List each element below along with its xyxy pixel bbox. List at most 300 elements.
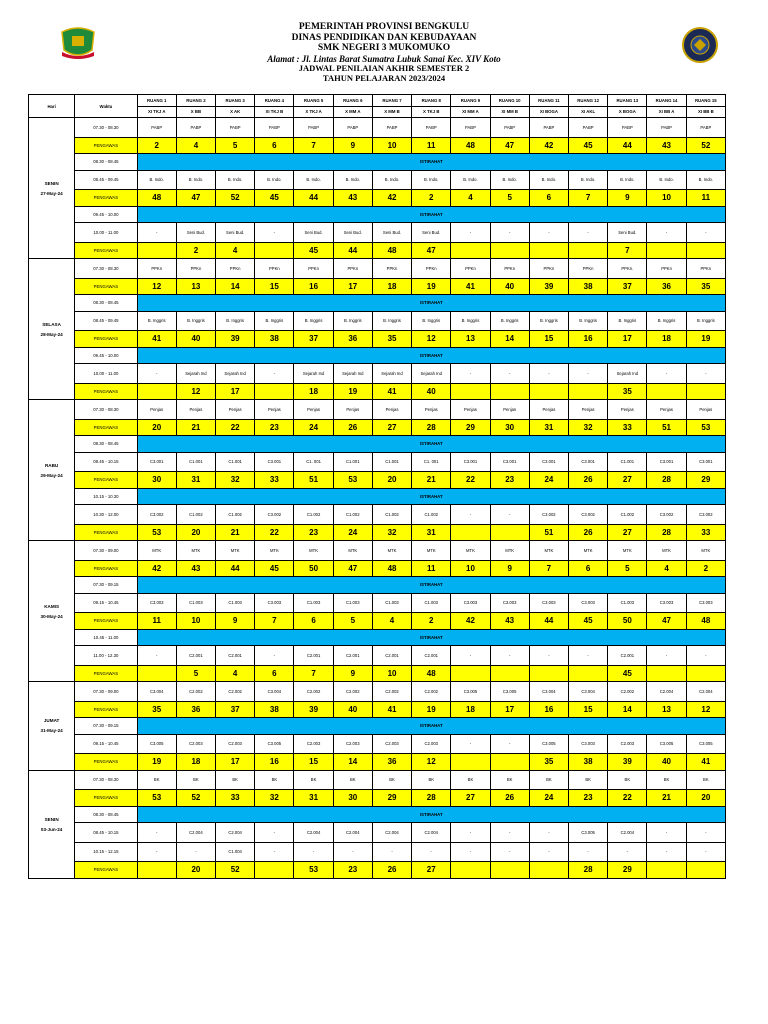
school-emblem-icon [681, 26, 719, 64]
subject-cell: PPKn. [608, 259, 647, 279]
subject-cell: C3.001 [255, 452, 294, 472]
supervisor-cell: 23 [255, 419, 294, 436]
subject-cell: Penjas [647, 400, 686, 420]
break-cell: ISTIRAHAT [137, 718, 725, 735]
supervisor-cell: 28 [412, 790, 451, 807]
subject-cell: PPKn [176, 259, 215, 279]
supervisor-cell: 44 [294, 190, 333, 207]
supervisor-cell: 47 [333, 560, 372, 577]
subject-cell: - [294, 842, 333, 862]
subject-cell: B. Inggris [372, 311, 411, 331]
subject-cell: Penjas [294, 400, 333, 420]
subject-cell: BK [451, 770, 490, 790]
subject-cell: C2.003 [216, 734, 255, 754]
subject-cell: C2.003 [412, 734, 451, 754]
subject-cell: C3.004 [569, 682, 608, 702]
waktu-header: Waktu [75, 95, 137, 118]
supervisor-cell: 12 [412, 754, 451, 771]
supervisor-cell: 30 [137, 472, 176, 489]
supervisor-cell: 20 [176, 524, 215, 541]
subject-cell: C1.001 [176, 452, 215, 472]
supervisor-cell [451, 383, 490, 400]
break-row [29, 806, 726, 823]
subject-cell: C3.002 [569, 505, 608, 525]
supervisor-cell: 35 [686, 278, 725, 295]
supervisor-row [29, 524, 726, 541]
subject-cell: C3.001 [686, 452, 725, 472]
supervisor-cell: 5 [333, 613, 372, 630]
subject-cell: - [529, 364, 568, 384]
subject-cell: C3.005 [529, 734, 568, 754]
supervisor-cell: 48 [137, 190, 176, 207]
supervisor-row [29, 754, 726, 771]
supervisor-cell: 2 [137, 137, 176, 154]
supervisor-cell: 17 [333, 278, 372, 295]
supervisor-cell: 22 [255, 524, 294, 541]
supervisor-cell: 31 [529, 419, 568, 436]
subject-cell: C2.004 [333, 823, 372, 843]
room-header: RUANG 13 [608, 95, 647, 107]
exam-schedule-table [28, 94, 726, 879]
time-cell: 08.30 - 08.45 [75, 436, 137, 453]
header-line-2: DINAS PENDIDIKAN DAN KEBUDAYAAN [291, 32, 477, 43]
subject-cell: Penjas [412, 400, 451, 420]
time-cell: PENGAWAS [75, 560, 137, 577]
header-line-1: PEMERINTAH PROVINSI BENGKULU [298, 22, 470, 32]
break-row [29, 295, 726, 312]
supervisor-cell [569, 383, 608, 400]
subject-cell: MTK [216, 541, 255, 561]
subject-cell: C2.003 [372, 734, 411, 754]
subject-cell: C3.002 [255, 505, 294, 525]
supervisor-cell: 33 [255, 472, 294, 489]
supervisor-cell [451, 242, 490, 259]
subject-cell: C2.002 [216, 682, 255, 702]
supervisor-cell: 50 [294, 560, 333, 577]
subject-cell: BK [176, 770, 215, 790]
supervisor-cell [490, 862, 529, 879]
supervisor-row [29, 242, 726, 259]
subject-cell: C1.003 [333, 593, 372, 613]
subject-cell: C1.002 [176, 505, 215, 525]
supervisor-cell: 18 [176, 754, 215, 771]
supervisor-cell: 14 [216, 278, 255, 295]
supervisor-cell: 51 [529, 524, 568, 541]
supervisor-cell: 41 [686, 754, 725, 771]
supervisor-cell: 27 [608, 524, 647, 541]
subject-cell: MTK [490, 541, 529, 561]
subject-cell: C1.002 [608, 505, 647, 525]
subject-cell: PPKn [294, 259, 333, 279]
time-cell: PENGAWAS [75, 524, 137, 541]
supervisor-cell [137, 665, 176, 682]
supervisor-cell [647, 862, 686, 879]
subject-cell: Seni Bud. [608, 223, 647, 243]
subject-row [29, 259, 726, 279]
room-header: RUANG 2 [176, 95, 215, 107]
supervisor-cell: 36 [372, 754, 411, 771]
supervisor-cell: 44 [608, 137, 647, 154]
supervisor-cell: 24 [529, 790, 568, 807]
subject-cell: C2.004 [647, 682, 686, 702]
supervisor-cell: 38 [255, 701, 294, 718]
subject-row [29, 364, 726, 384]
subject-cell: MTK [647, 541, 686, 561]
supervisor-cell: 44 [333, 242, 372, 259]
supervisor-cell: 36 [333, 331, 372, 348]
subject-cell: C1.001 [333, 452, 372, 472]
day-name: RABU [44, 462, 59, 468]
subject-cell: Penjas [569, 400, 608, 420]
supervisor-row [29, 190, 726, 207]
time-cell: 08.45 - 09.45 [75, 311, 137, 331]
header-address: Alamat : Jl. Lintas Barat Sumatra Lubuk Sanai Kec. XIV Koto [267, 53, 501, 64]
supervisor-cell: 40 [333, 701, 372, 718]
subject-cell: C2.004 [372, 823, 411, 843]
subject-cell: Penjas [255, 400, 294, 420]
supervisor-cell: 7 [294, 665, 333, 682]
class-header: X AK [216, 106, 255, 118]
subject-cell: B. Inggris [686, 311, 725, 331]
break-cell: ISTIRAHAT [137, 577, 725, 594]
subject-cell: - [490, 223, 529, 243]
subject-cell: C3.005 [490, 682, 529, 702]
supervisor-cell: 4 [216, 665, 255, 682]
supervisor-cell: 19 [412, 278, 451, 295]
supervisor-cell: 28 [412, 419, 451, 436]
subject-cell: - [451, 505, 490, 525]
subject-cell: B. Indo. [294, 170, 333, 190]
supervisor-cell: 31 [412, 524, 451, 541]
subject-cell: Penjas [372, 400, 411, 420]
subject-cell: C3.003 [451, 593, 490, 613]
supervisor-cell: 40 [412, 383, 451, 400]
subject-cell: C2.004 [176, 823, 215, 843]
subject-cell: - [647, 823, 686, 843]
supervisor-cell: 18 [647, 331, 686, 348]
time-cell: 08.45 - 10.15 [75, 452, 137, 472]
subject-cell: B. Indo. [137, 170, 176, 190]
supervisor-cell: 37 [294, 331, 333, 348]
day-name: SELASA [42, 321, 61, 327]
supervisor-cell: 35 [137, 701, 176, 718]
day-cell [29, 400, 75, 541]
subject-cell: - [608, 842, 647, 862]
subject-cell: C1.001 [608, 452, 647, 472]
supervisor-cell: 38 [255, 331, 294, 348]
supervisor-cell: 42 [529, 137, 568, 154]
subject-cell: C1.002 [372, 505, 411, 525]
subject-cell: C3.003 [569, 593, 608, 613]
supervisor-cell: 7 [294, 137, 333, 154]
subject-row [29, 842, 726, 862]
supervisor-cell: 6 [255, 665, 294, 682]
supervisor-cell: 53 [686, 419, 725, 436]
day-name: KAMIS [44, 603, 60, 609]
subject-cell: Penjas [490, 400, 529, 420]
class-header: XI BOGA [529, 106, 568, 118]
supervisor-cell: 7 [608, 242, 647, 259]
subject-cell: - [647, 842, 686, 862]
subject-row [29, 734, 726, 754]
supervisor-cell: 21 [216, 524, 255, 541]
subject-cell: MTK [686, 541, 725, 561]
subject-cell: - [490, 505, 529, 525]
supervisor-cell: 23 [333, 862, 372, 879]
supervisor-cell: 52 [176, 790, 215, 807]
supervisor-cell: 2 [412, 613, 451, 630]
subject-cell: C1.002 [294, 505, 333, 525]
subject-cell: C1.002 [412, 505, 451, 525]
supervisor-cell: 16 [529, 701, 568, 718]
supervisor-cell [137, 862, 176, 879]
supervisor-cell [529, 862, 568, 879]
time-cell: 10.15 - 10.30 [75, 488, 137, 505]
supervisor-cell [647, 665, 686, 682]
supervisor-cell [451, 754, 490, 771]
supervisor-cell: 42 [372, 190, 411, 207]
class-header: X TKJ A [294, 106, 333, 118]
subject-cell: PPKn [490, 259, 529, 279]
break-row [29, 718, 726, 735]
supervisor-cell: 32 [255, 790, 294, 807]
supervisor-cell: 32 [216, 472, 255, 489]
subject-cell: C2.002 [333, 682, 372, 702]
class-header: XI BB B [686, 106, 725, 118]
time-cell: 10.30 - 12.00 [75, 505, 137, 525]
time-cell: PENGAWAS [75, 701, 137, 718]
day-cell [29, 770, 75, 878]
supervisor-cell [529, 242, 568, 259]
subject-cell: B. Indo. [647, 170, 686, 190]
subject-cell: B. Inggris [216, 311, 255, 331]
supervisor-cell: 39 [216, 331, 255, 348]
day-cell [29, 682, 75, 771]
room-header-row [29, 95, 726, 107]
subject-cell: C2.002 [294, 682, 333, 702]
supervisor-cell: 2 [176, 242, 215, 259]
supervisor-cell: 53 [137, 790, 176, 807]
class-header: XI BB A [647, 106, 686, 118]
subject-cell: Penjas [333, 400, 372, 420]
subject-cell: PABP [490, 118, 529, 138]
subject-cell: - [255, 823, 294, 843]
supervisor-row [29, 472, 726, 489]
subject-cell: C2.004 [294, 823, 333, 843]
supervisor-cell [686, 862, 725, 879]
subject-cell: MTK [529, 541, 568, 561]
subject-cell: C2.002 [372, 682, 411, 702]
supervisor-cell: 45 [255, 190, 294, 207]
subject-cell: C3.003 [529, 593, 568, 613]
supervisor-cell: 43 [490, 613, 529, 630]
subject-cell: C1. 001 [412, 452, 451, 472]
supervisor-cell: 40 [176, 331, 215, 348]
supervisor-cell: 41 [372, 701, 411, 718]
subject-cell: C2.004 [216, 823, 255, 843]
supervisor-row [29, 701, 726, 718]
supervisor-cell [255, 242, 294, 259]
supervisor-cell: 52 [216, 862, 255, 879]
supervisor-cell: 18 [372, 278, 411, 295]
supervisor-cell: 37 [608, 278, 647, 295]
subject-cell: PPKn [137, 259, 176, 279]
supervisor-cell [569, 242, 608, 259]
supervisor-cell: 41 [372, 383, 411, 400]
time-cell: 11.00 - 12.30 [75, 646, 137, 666]
supervisor-cell: 37 [216, 701, 255, 718]
supervisor-cell [529, 383, 568, 400]
day-name: JUMAT [43, 718, 60, 724]
supervisor-cell [686, 383, 725, 400]
time-cell: PENGAWAS [75, 278, 137, 295]
subject-cell: Seni Bud. [333, 223, 372, 243]
subject-cell: - [255, 842, 294, 862]
subject-cell: PABP [608, 118, 647, 138]
subject-cell: B. Inggris [490, 311, 529, 331]
supervisor-cell: 30 [333, 790, 372, 807]
subject-cell: B. Inggris [333, 311, 372, 331]
supervisor-cell: 22 [608, 790, 647, 807]
supervisor-cell: 28 [647, 472, 686, 489]
supervisor-cell: 9 [490, 560, 529, 577]
room-header: RUANG 1 [137, 95, 176, 107]
subject-cell: PABP [294, 118, 333, 138]
subject-cell: PPKn [647, 259, 686, 279]
subject-cell: C2.004 [686, 682, 725, 702]
subject-cell: Penjas [176, 400, 215, 420]
supervisor-cell [647, 383, 686, 400]
subject-row [29, 823, 726, 843]
supervisor-cell: 41 [451, 278, 490, 295]
time-cell: 07.30 - 08.30 [75, 770, 137, 790]
subject-cell: - [451, 364, 490, 384]
supervisor-cell: 20 [137, 419, 176, 436]
subject-cell: PABP [137, 118, 176, 138]
subject-cell: MTK [255, 541, 294, 561]
subject-cell: - [451, 223, 490, 243]
supervisor-row [29, 137, 726, 154]
subject-cell: Sejarah Ind [372, 364, 411, 384]
subject-cell: C3.005 [569, 823, 608, 843]
supervisor-cell: 38 [569, 278, 608, 295]
room-header: RUANG 8 [412, 95, 451, 107]
supervisor-cell: 7 [529, 560, 568, 577]
day-name: SENIN [44, 180, 59, 186]
time-cell: 07.30 - 09.15 [75, 718, 137, 735]
subject-cell: C2.003 [333, 734, 372, 754]
supervisor-row [29, 419, 726, 436]
time-cell: PENGAWAS [75, 754, 137, 771]
day-date: 27-May-24 [40, 190, 63, 196]
supervisor-cell: 18 [451, 701, 490, 718]
subject-cell: C1.003 [372, 593, 411, 613]
subject-cell: - [412, 842, 451, 862]
supervisor-cell [490, 665, 529, 682]
supervisor-cell: 4 [647, 560, 686, 577]
subject-cell: C2.001 [176, 646, 215, 666]
subject-cell: C3.003 [255, 593, 294, 613]
supervisor-cell: 5 [176, 665, 215, 682]
subject-cell: - [647, 223, 686, 243]
subject-row [29, 770, 726, 790]
subject-cell: BK [647, 770, 686, 790]
subject-cell: B. Inggris [137, 311, 176, 331]
supervisor-cell [451, 524, 490, 541]
subject-cell: B. Indo. [529, 170, 568, 190]
subject-cell: C2.003 [608, 734, 647, 754]
subject-cell: B. Indo. [333, 170, 372, 190]
subject-cell: - [255, 646, 294, 666]
supervisor-cell: 6 [255, 137, 294, 154]
room-header: RUANG 6 [333, 95, 372, 107]
subject-cell: C2.001 [294, 646, 333, 666]
supervisor-cell: 9 [608, 190, 647, 207]
subject-cell: MTK [372, 541, 411, 561]
subject-cell: B. Indo. [216, 170, 255, 190]
supervisor-row [29, 862, 726, 879]
subject-cell: MTK [412, 541, 451, 561]
subject-cell: C2.004 [412, 823, 451, 843]
supervisor-cell: 5 [608, 560, 647, 577]
subject-cell: PPKn [216, 259, 255, 279]
supervisor-cell: 2 [412, 190, 451, 207]
subject-cell: Seni Bud. [294, 223, 333, 243]
supervisor-cell: 24 [294, 419, 333, 436]
supervisor-cell: 12 [412, 331, 451, 348]
subject-cell: Seni Bud. [176, 223, 215, 243]
subject-cell: BK [137, 770, 176, 790]
supervisor-cell: 33 [608, 419, 647, 436]
supervisor-cell: 7 [569, 190, 608, 207]
break-cell: ISTIRAHAT [137, 347, 725, 364]
subject-cell: MTK [333, 541, 372, 561]
time-cell: PENGAWAS [75, 665, 137, 682]
subject-row [29, 170, 726, 190]
time-cell: 08.45 - 10.15 [75, 823, 137, 843]
supervisor-cell: 48 [372, 560, 411, 577]
subject-cell: - [490, 734, 529, 754]
subject-cell: C2.003 [294, 734, 333, 754]
subject-row [29, 646, 726, 666]
subject-cell: - [647, 646, 686, 666]
subject-cell: C3.004 [255, 682, 294, 702]
supervisor-cell: 11 [686, 190, 725, 207]
day-date: 29-May-24 [40, 472, 63, 478]
subject-cell: - [490, 842, 529, 862]
supervisor-cell: 42 [137, 560, 176, 577]
subject-cell: B. Inggris [176, 311, 215, 331]
subject-cell: - [137, 646, 176, 666]
subject-cell: C2.002 [608, 682, 647, 702]
subject-cell: C2.001 [412, 646, 451, 666]
supervisor-cell: 10 [176, 613, 215, 630]
subject-cell: - [451, 734, 490, 754]
supervisor-row [29, 560, 726, 577]
subject-cell: - [176, 842, 215, 862]
subject-cell: - [529, 842, 568, 862]
supervisor-cell: 14 [333, 754, 372, 771]
subject-cell: - [451, 646, 490, 666]
hari-header: Hari [29, 95, 75, 118]
supervisor-cell: 24 [529, 472, 568, 489]
class-header: XI TKJ A [137, 106, 176, 118]
room-header: RUANG 14 [647, 95, 686, 107]
time-cell: 07.30 - 08.30 [75, 118, 137, 138]
supervisor-cell: 17 [216, 754, 255, 771]
supervisor-cell: 27 [608, 472, 647, 489]
subject-cell: - [569, 842, 608, 862]
